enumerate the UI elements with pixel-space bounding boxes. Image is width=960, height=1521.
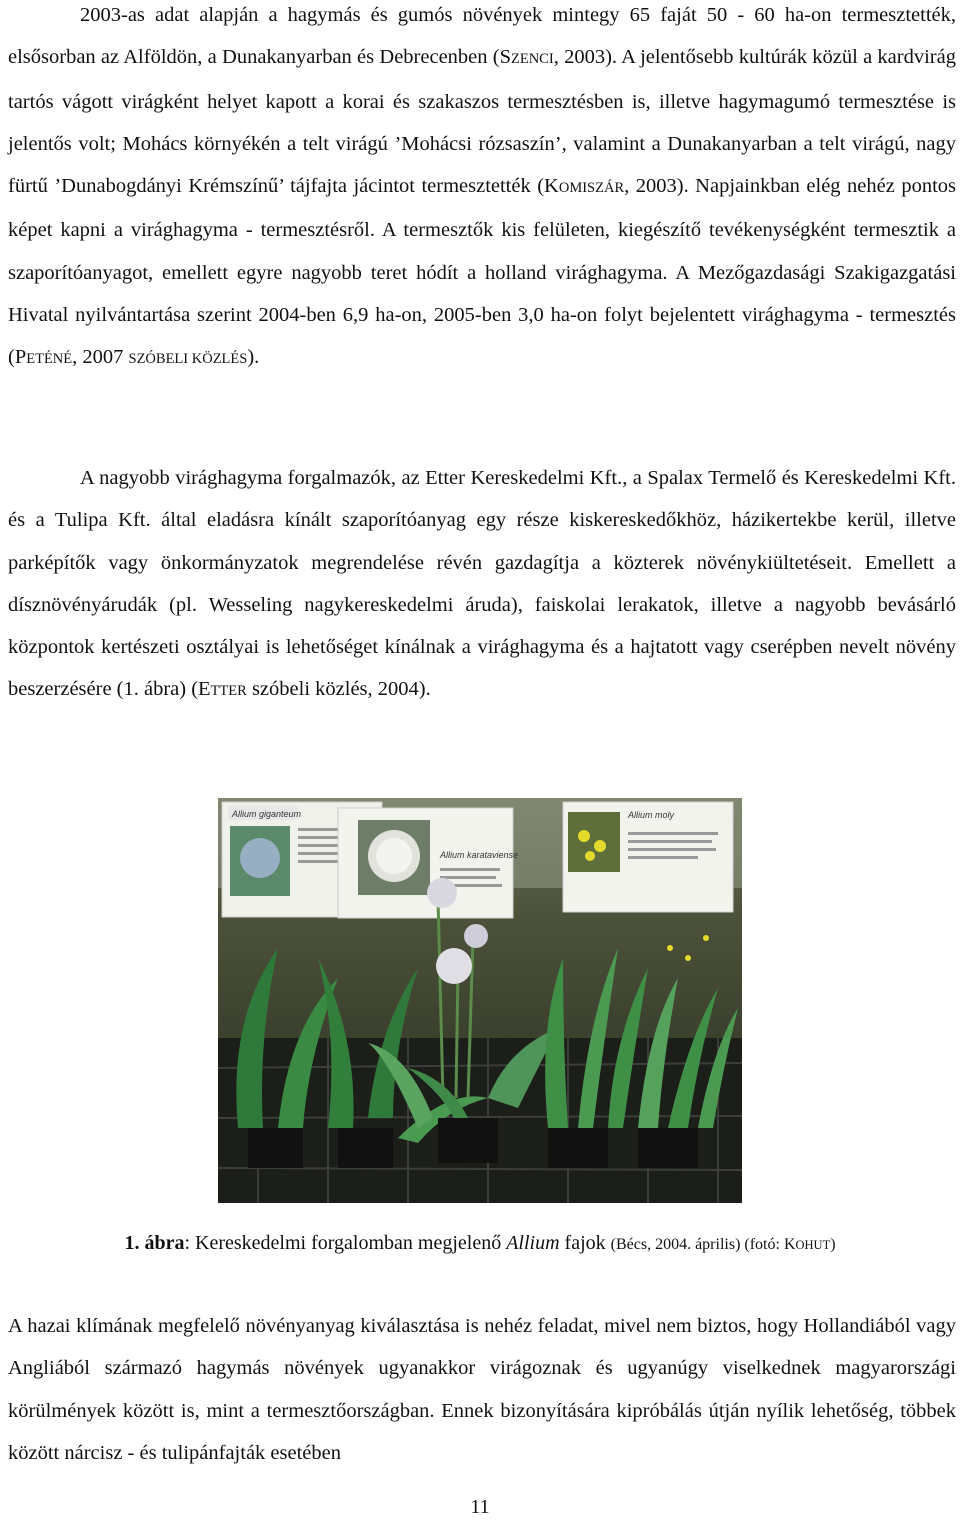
- citation-szenci: ZENCI: [511, 51, 554, 68]
- citation-komiszar: OMISZÁR: [558, 180, 625, 197]
- citation-petene: ETÉNÉ: [26, 351, 73, 368]
- sign-2-title: Allium karataviense: [440, 850, 519, 860]
- paragraph-2-text-a: A nagyobb virághagyma forgalmazók, az Etter Kereskedelmi Kft., a Spalax Termelő és Kereskedelmi Kft. és a Tulipa Kft. által eladásra kínált szaporítóanyag egy része kiskereskedőkhöz, házikertekbe kerül, illetve parképítők vagy önkormányzatok megrendelése révén gazdagítja a közterek növénykiültetéseit. Emellett a dísznövényárudák (pl. Wesseling nagykereskedelmi áruda), faiskolai lerakatok, illetve a nagyobb bevásárló központok kertészeti osztályai is lehetőséget kínálnak a virághagyma és a hajtatott vagy cserépben nevelt növény beszerzésére (1. ábra) (E: [8, 467, 956, 701]
- paragraph-1: [8, 0, 956, 381]
- caption-genus: Allium: [506, 1232, 560, 1254]
- allium-photo: [218, 798, 742, 1203]
- page-number: 11: [470, 1496, 490, 1518]
- paragraph-2-text-b: szóbeli közlés, 2004).: [246, 678, 431, 701]
- paragraph-1-text-c: , 2003). Napjainkban elég nehéz pontos képet kapni a virághagyma - termesztésről. A termesztők kis felületen, kiegészítő tevékenységként termesztik a szaporítóanyagot, emellett egyre nagyobb teret hódít a holland virághagyma. A Mezőgazdasági Szakigazgatási Hivatal nyilvántartása szerint 2004-ben 6,9 ha-on, 2005-ben 3,0 ha-on folyt bejelentett virághagyma - termesztés (P: [8, 175, 957, 369]
- citation-etter: TTER: [210, 683, 247, 700]
- figure-caption: [0, 1228, 960, 1260]
- sign-allium-moly: [563, 802, 733, 912]
- caption-text-b: fajok: [559, 1232, 611, 1254]
- figure-label: 1. ábra: [124, 1232, 185, 1254]
- caption-text-a: : Kereskedelmi forgalomban megjelenő: [184, 1232, 507, 1254]
- paragraph-1-text-d: , 2007: [72, 346, 129, 369]
- paragraph-1-text-e: ).: [247, 346, 260, 369]
- allium-photo-drawing: [218, 798, 742, 1203]
- paragraph-2: [8, 457, 956, 713]
- citation-szobeli-kozles: SZÓBELI KÖZLÉS: [128, 351, 248, 368]
- sign-3-title: Allium moly: [628, 810, 675, 820]
- paragraph-1-text-b: , 2003). A jelentősebb kultúrák közül a kardvirág tartós vágott virágként helyet kapott a korai és szakaszos termesztésben is, illetve hagymagumó termesztése is jelentős volt; Mohács környékén a telt virágú ’Mohácsi rózsaszín’, valamint a Dunakanyarban a telt virágú, nagy fürtű ’Dunabogdányi Krémszínű’ tájfajta jácintot termesztették (K: [8, 46, 956, 198]
- caption-source-name: OHUT: [795, 1238, 831, 1252]
- caption-source-a: (Bécs, 2004. április) (fotó: K: [610, 1236, 796, 1253]
- sign-allium-karataviense: [338, 808, 518, 918]
- caption-source-b: ): [830, 1236, 836, 1253]
- paragraph-1-text-a: 2003-as adat alapján a hagymás és gumós növények mintegy 65 faját 50 - 60 ha-on termesztették, elsősorban az Alföldön, a Dunakanyarban és Debrecenben (S: [8, 4, 956, 69]
- paragraph-3: A hazai klímának megfelelő növényanyag kiválasztása is nehéz feladat, mivel nem biztos, hogy Hollandiából vagy Angliából származó hagymás növények ugyanakkor virágoznak és ugyanúgy viselkednek magyarországi körülmények között is, mint a termesztőországban. Ennek bizonyítására kipróbálás útján nyílik lehetőség, többek között nárcisz - és tulipánfajták esetében: [8, 1315, 956, 1464]
- sign-1-title: Allium giganteum: [232, 809, 302, 819]
